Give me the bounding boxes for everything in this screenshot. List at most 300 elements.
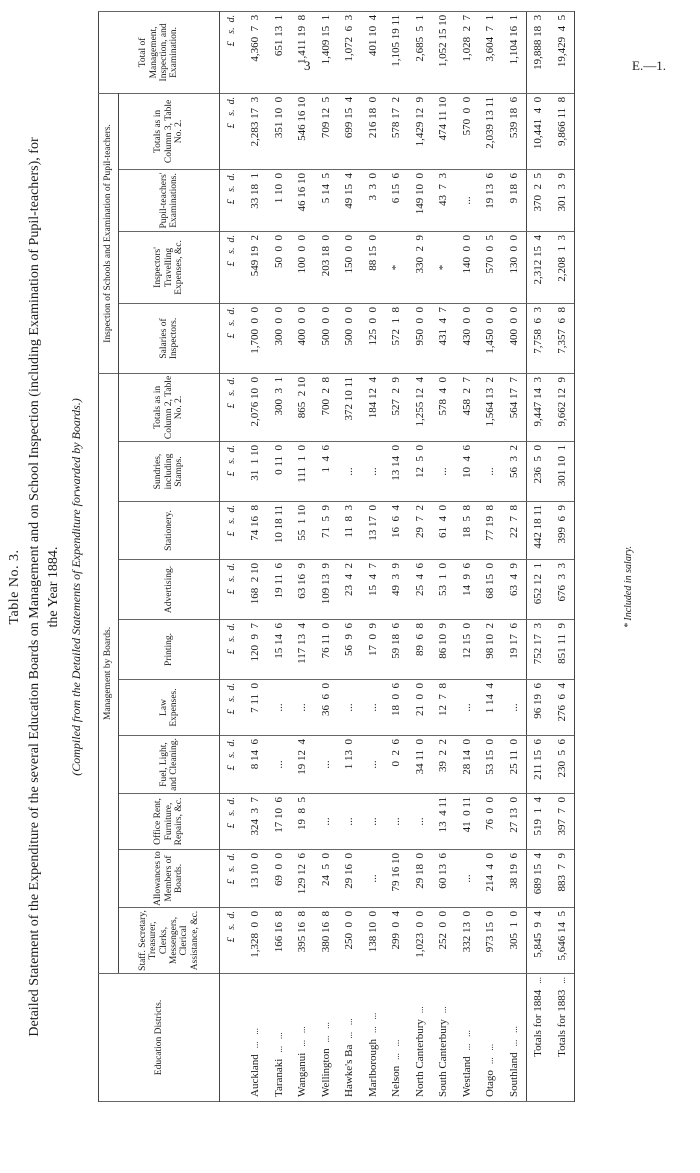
table-row	[455, 11, 479, 1101]
district-name	[244, 973, 268, 1101]
value-cell: 431 4 7	[432, 303, 456, 373]
units-cell: £ s. d.	[220, 231, 244, 303]
units-cell: £ s. d.	[220, 679, 244, 735]
value-cell: 7,357 6 8	[550, 303, 574, 373]
district-label: South Canterbury	[437, 1018, 450, 1097]
value-cell: 150 0 0	[338, 231, 362, 303]
value-cell: 865 2 10	[291, 373, 315, 441]
district-label: Marlborough	[366, 1038, 379, 1097]
value-cell: 950 0 0	[408, 303, 432, 373]
units-cell: £ s. d.	[220, 793, 244, 849]
value-cell: 527 2 9	[385, 373, 409, 441]
value-cell: 79 16 10	[385, 849, 409, 907]
value-cell: 300 3 1	[267, 373, 291, 441]
value-cell: 14 9 6	[455, 559, 479, 619]
value-cell: 570 0 5	[479, 231, 503, 303]
value-cell: 500 0 0	[338, 303, 362, 373]
value-cell: 76 0 0	[479, 793, 503, 849]
value-cell: ...	[432, 441, 456, 501]
value-cell: 689 15 4	[526, 849, 550, 907]
value-cell: 50 0 0	[267, 231, 291, 303]
header-pupil-teacher-exams: Pupil-teachers' Examinations.	[119, 169, 220, 231]
value-cell: 474 11 10	[432, 93, 456, 169]
value-cell: 564 17 7	[502, 373, 526, 441]
value-cell: 9,866 11 8	[550, 93, 574, 169]
value-cell: 1,409 15 1	[314, 11, 338, 93]
value-cell: 69 0 0	[267, 849, 291, 907]
table-row	[244, 11, 268, 1101]
value-cell: 651 13 1	[267, 11, 291, 93]
district-name	[291, 973, 315, 1101]
value-cell: 88 15 0	[361, 231, 385, 303]
value-cell: 299 0 4	[385, 907, 409, 973]
units-cell: £ s. d.	[220, 373, 244, 441]
table-label: Table No. 3.	[7, 549, 22, 625]
value-cell: 539 18 6	[502, 93, 526, 169]
value-cell: ...	[455, 679, 479, 735]
value-cell: 2,039 13 11	[479, 93, 503, 169]
value-cell: 0 11 0	[267, 441, 291, 501]
value-cell: 572 1 8	[385, 303, 409, 373]
value-cell: 19 12 4	[291, 735, 315, 793]
rotated-table-page	[5, 2, 695, 1172]
value-cell: 10 18 11	[267, 501, 291, 559]
value-cell: 330 2 9	[408, 231, 432, 303]
value-cell: ...	[361, 793, 385, 849]
value-cell: 13 4 11	[432, 793, 456, 849]
value-cell: 1 4 6	[314, 441, 338, 501]
units-row	[220, 11, 244, 1101]
leader-dots: ... ...	[485, 1043, 496, 1064]
district-label: Wellington	[319, 1047, 332, 1097]
value-cell: 1,450 0 0	[479, 303, 503, 373]
value-cell: 55 1 10	[291, 501, 315, 559]
value-cell: 1 14 4	[479, 679, 503, 735]
district-label: Nelson	[390, 1065, 403, 1097]
value-cell: 6 15 6	[385, 169, 409, 231]
table-row	[385, 11, 409, 1101]
value-cell: 300 0 0	[267, 303, 291, 373]
district-label: Taranaki	[272, 1058, 285, 1097]
value-cell: 71 5 9	[314, 501, 338, 559]
value-cell: 546 16 10	[291, 93, 315, 169]
value-cell: 120 9 7	[244, 619, 268, 679]
value-cell: 5,646 14 5	[550, 907, 574, 973]
units-cell: £ s. d.	[220, 559, 244, 619]
value-cell: ...	[338, 793, 362, 849]
value-cell: 19,429 4 5	[550, 11, 574, 93]
leader-dots: ... ...	[250, 1027, 261, 1048]
value-cell: 56 3 2	[502, 441, 526, 501]
district-name	[408, 973, 432, 1101]
value-cell: 12 15 0	[455, 619, 479, 679]
value-cell: 63 16 9	[291, 559, 315, 619]
value-cell: 29 16 0	[338, 849, 362, 907]
value-cell: 570 0 0	[455, 93, 479, 169]
district-name	[267, 973, 291, 1101]
table-row	[408, 11, 432, 1101]
value-cell: 27 13 0	[502, 793, 526, 849]
header-management-totals: Totals as in Column 2, Table No. 2.	[119, 373, 220, 441]
value-cell: 324 3 7	[244, 793, 268, 849]
value-cell: 372 10 11	[338, 373, 362, 441]
value-cell: 21 0 0	[408, 679, 432, 735]
value-cell: 400 0 0	[502, 303, 526, 373]
value-cell: 332 13 0	[455, 907, 479, 973]
value-cell: ...	[455, 169, 479, 231]
table-row	[314, 11, 338, 1101]
compiled-note: (Compiled from the Detailed Statements of Expenditure forwarded by Boards.)	[69, 397, 83, 776]
value-cell: 458 2 7	[455, 373, 479, 441]
value-cell: ...	[267, 735, 291, 793]
value-cell: 129 12 6	[291, 849, 315, 907]
value-cell: 230 5 6	[550, 735, 574, 793]
value-cell: ...	[338, 441, 362, 501]
district-name	[502, 973, 526, 1101]
page-code: E.—1.	[632, 58, 666, 73]
header-travelling: Inspectors' Travelling Expenses, &c.	[119, 231, 220, 303]
page-number: 3	[304, 58, 311, 73]
district-label: Auckland	[249, 1053, 262, 1097]
value-cell: 203 18 0	[314, 231, 338, 303]
table-title-year: the Year 1884.	[46, 546, 61, 627]
value-cell: 53 15 0	[479, 735, 503, 793]
value-cell: 370 2 5	[526, 169, 550, 231]
value-cell: ...	[361, 441, 385, 501]
expenditure-table	[98, 10, 575, 1101]
header-office-rent: Office Rent, Furniture, Repairs, &c.	[119, 793, 220, 849]
header-sundries: Sundries, including Stamps.	[119, 441, 220, 501]
value-cell: 395 16 8	[291, 907, 315, 973]
units-cell: £ s. d.	[220, 93, 244, 169]
leader-dots: ... ...	[391, 1039, 402, 1060]
value-cell: 74 16 8	[244, 501, 268, 559]
units-blank	[220, 973, 244, 1101]
value-cell: 130 0 0	[502, 231, 526, 303]
district-name	[479, 973, 503, 1101]
value-cell: 138 10 0	[361, 907, 385, 973]
value-cell: ...	[314, 735, 338, 793]
value-cell: ...	[361, 735, 385, 793]
value-cell: 77 19 8	[479, 501, 503, 559]
value-cell: 5,845 9 4	[526, 907, 550, 973]
value-cell: 1,429 12 9	[408, 93, 432, 169]
table-row	[526, 11, 550, 1101]
value-cell: ...	[408, 793, 432, 849]
value-cell: 86 10 9	[432, 619, 456, 679]
district-label: Otago	[484, 1069, 497, 1097]
value-cell: 36 6 0	[314, 679, 338, 735]
value-cell: 709 12 5	[314, 93, 338, 169]
value-cell: 53 1 0	[432, 559, 456, 619]
value-cell: *	[385, 231, 409, 303]
value-cell: 38 19 6	[502, 849, 526, 907]
district-name	[338, 973, 362, 1101]
value-cell: 41 0 11	[455, 793, 479, 849]
leader-dots: ...	[556, 976, 567, 984]
value-cell: 16 6 4	[385, 501, 409, 559]
value-cell: 276 6 4	[550, 679, 574, 735]
district-name	[314, 973, 338, 1101]
value-cell: 676 3 3	[550, 559, 574, 619]
table-row	[291, 11, 315, 1101]
value-cell: 7 11 0	[244, 679, 268, 735]
value-cell: 301 3 9	[550, 169, 574, 231]
value-cell: 25 11 0	[502, 735, 526, 793]
value-cell: 117 13 4	[291, 619, 315, 679]
value-cell: 1,023 0 0	[408, 907, 432, 973]
value-cell: ...	[455, 849, 479, 907]
value-cell: 22 7 8	[502, 501, 526, 559]
value-cell: 98 10 2	[479, 619, 503, 679]
district-label: Hawke's Ba	[343, 1044, 356, 1097]
leader-dots: ... ...	[273, 1031, 284, 1053]
value-cell: 250 0 0	[338, 907, 362, 973]
value-cell: 883 7 9	[550, 849, 574, 907]
value-cell: 2,283 17 3	[244, 93, 268, 169]
value-cell: 2,685 5 1	[408, 11, 432, 93]
value-cell: 752 17 3	[526, 619, 550, 679]
value-cell: 1,411 19 8	[291, 11, 315, 93]
value-cell: 549 19 2	[244, 231, 268, 303]
value-cell: 34 11 0	[408, 735, 432, 793]
units-cell: £ s. d.	[220, 619, 244, 679]
value-cell: 578 4 0	[432, 373, 456, 441]
value-cell: 19 11 6	[267, 559, 291, 619]
value-cell: 19 17 6	[502, 619, 526, 679]
header-management-group: Management by Boards.	[99, 373, 119, 973]
leader-dots: ...	[533, 976, 544, 984]
value-cell: 214 4 0	[479, 849, 503, 907]
value-cell: ...	[385, 793, 409, 849]
value-cell: 397 7 0	[550, 793, 574, 849]
district-name	[432, 973, 456, 1101]
value-cell: 96 19 6	[526, 679, 550, 735]
value-cell: 401 10 4	[361, 11, 385, 93]
units-cell: £ s. d.	[220, 849, 244, 907]
value-cell: 1 10 0	[267, 169, 291, 231]
units-cell: £ s. d.	[220, 907, 244, 973]
leader-dots: ... ...	[508, 1025, 519, 1046]
value-cell: 56 9 6	[338, 619, 362, 679]
value-cell: 652 12 1	[526, 559, 550, 619]
district-label: Wanganui	[296, 1052, 309, 1097]
value-cell: 111 1 0	[291, 441, 315, 501]
units-cell: £ s. d.	[220, 169, 244, 231]
value-cell: 19,888 18 3	[526, 11, 550, 93]
header-fuel-light: Fuel, Light, and Cleaning.	[119, 735, 220, 793]
value-cell: ...	[479, 441, 503, 501]
value-cell: 125 0 0	[361, 303, 385, 373]
value-cell: 380 16 8	[314, 907, 338, 973]
value-cell: 1,564 13 2	[479, 373, 503, 441]
table-row	[432, 11, 456, 1101]
value-cell: 13 14 0	[385, 441, 409, 501]
value-cell: 39 2 2	[432, 735, 456, 793]
value-cell: 9 18 6	[502, 169, 526, 231]
value-cell: 19 8 5	[291, 793, 315, 849]
value-cell: 442 18 11	[526, 501, 550, 559]
value-cell: 10,441 4 0	[526, 93, 550, 169]
header-grand-total: Total of Management, Inspection, and Examination.	[99, 11, 220, 93]
value-cell: 24 5 0	[314, 849, 338, 907]
value-cell: 109 13 9	[314, 559, 338, 619]
value-cell: 63 4 9	[502, 559, 526, 619]
leader-dots: ...	[438, 1005, 449, 1013]
value-cell: 9,447 14 3	[526, 373, 550, 441]
value-cell: 851 11 9	[550, 619, 574, 679]
units-cell: £ s. d.	[220, 735, 244, 793]
value-cell: 1,028 2 7	[455, 11, 479, 93]
value-cell: ...	[267, 679, 291, 735]
value-cell: 13 10 0	[244, 849, 268, 907]
header-advertising: Advertising.	[119, 559, 220, 619]
leader-dots: ... ...	[461, 1029, 472, 1050]
value-cell: 1 13 0	[338, 735, 362, 793]
value-cell: *	[432, 231, 456, 303]
header-allowances: Allowances to Members of Boards.	[119, 849, 220, 907]
value-cell: 25 4 6	[408, 559, 432, 619]
value-cell: 184 12 4	[361, 373, 385, 441]
footnote: * Included in salary.	[623, 545, 634, 628]
district-name	[455, 973, 479, 1101]
value-cell: ...	[502, 679, 526, 735]
value-cell: 33 18 1	[244, 169, 268, 231]
value-cell: 15 14 6	[267, 619, 291, 679]
value-cell: 578 17 2	[385, 93, 409, 169]
leader-dots: ... ...	[344, 1017, 355, 1039]
value-cell: 11 8 3	[338, 501, 362, 559]
value-cell: 700 2 8	[314, 373, 338, 441]
value-cell: 236 5 0	[526, 441, 550, 501]
value-cell: 1,105 19 11	[385, 11, 409, 93]
value-cell: 149 10 0	[408, 169, 432, 231]
units-cell: £ s. d.	[220, 501, 244, 559]
value-cell: 13 17 0	[361, 501, 385, 559]
value-cell: 519 1 4	[526, 793, 550, 849]
value-cell: 19 13 6	[479, 169, 503, 231]
header-inspector-salaries: Salaries of Inspectors.	[119, 303, 220, 373]
value-cell: 2,076 10 0	[244, 373, 268, 441]
value-cell: 1,072 6 3	[338, 11, 362, 93]
value-cell: 2,208 1 3	[550, 231, 574, 303]
district-label: Westland	[460, 1055, 473, 1097]
value-cell: ...	[314, 793, 338, 849]
table-title: Detailed Statement of the Expenditure of the several Education Boards on Management and on School Inspection (including Examination of Pupil-teachers), for	[27, 136, 42, 1037]
header-districts: Education Districts.	[99, 973, 220, 1101]
value-cell: 140 0 0	[455, 231, 479, 303]
value-cell: 500 0 0	[314, 303, 338, 373]
value-cell: 68 15 0	[479, 559, 503, 619]
value-cell: 29 18 0	[408, 849, 432, 907]
district-name	[550, 973, 574, 1101]
leader-dots: ... ...	[297, 1025, 308, 1047]
value-cell: ...	[291, 679, 315, 735]
header-stationery: Stationery.	[119, 501, 220, 559]
value-cell: 252 0 0	[432, 907, 456, 973]
district-label: Totals for 1883	[555, 989, 568, 1057]
leader-dots: ... ...	[320, 1021, 331, 1042]
value-cell: 430 0 0	[455, 303, 479, 373]
value-cell: 60 13 6	[432, 849, 456, 907]
value-cell: ...	[361, 679, 385, 735]
value-cell: 89 6 8	[408, 619, 432, 679]
header-inspection-totals: Totals as in Column 3, Table No. 2.	[119, 93, 220, 169]
table-row	[502, 11, 526, 1101]
value-cell: 305 1 0	[502, 907, 526, 973]
district-label: Southland	[507, 1051, 520, 1097]
district-label: North Canterbury	[413, 1018, 426, 1097]
value-cell: 3,604 7 1	[479, 11, 503, 93]
table-row	[361, 11, 385, 1101]
value-cell: 0 2 6	[385, 735, 409, 793]
units-cell: £ s. d.	[220, 11, 244, 93]
table-row	[338, 11, 362, 1101]
value-cell: 1,052 15 10	[432, 11, 456, 93]
value-cell: 31 1 10	[244, 441, 268, 501]
value-cell: ...	[338, 679, 362, 735]
value-cell: 18 0 6	[385, 679, 409, 735]
header-printing: Printing.	[119, 619, 220, 679]
value-cell: 18 5 8	[455, 501, 479, 559]
value-cell: 23 4 2	[338, 559, 362, 619]
value-cell: 9,662 12 9	[550, 373, 574, 441]
header-staff: Staff. Secretary, Treasurer, Clerks, Messengers, Clerical Assistance, &c.	[119, 907, 220, 973]
value-cell: 216 18 0	[361, 93, 385, 169]
value-cell: 211 15 6	[526, 735, 550, 793]
header-inspection-group: Inspection of Schools and Examination of Pupil-teachers.	[99, 93, 119, 373]
value-cell: 4,360 7 3	[244, 11, 268, 93]
units-cell: £ s. d.	[220, 303, 244, 373]
value-cell: 1,255 12 4	[408, 373, 432, 441]
table-row	[479, 11, 503, 1101]
district-name	[385, 973, 409, 1101]
district-name	[526, 973, 550, 1101]
value-cell: 100 0 0	[291, 231, 315, 303]
value-cell: 973 15 0	[479, 907, 503, 973]
leader-dots: ...	[414, 1005, 425, 1013]
value-cell: 1,104 16 1	[502, 11, 526, 93]
units-cell: £ s. d.	[220, 441, 244, 501]
value-cell: 10 4 6	[455, 441, 479, 501]
value-cell: 400 0 0	[291, 303, 315, 373]
value-cell: 8 14 6	[244, 735, 268, 793]
value-cell: 43 7 3	[432, 169, 456, 231]
value-cell: 1,328 0 0	[244, 907, 268, 973]
value-cell: 29 7 2	[408, 501, 432, 559]
value-cell: 17 0 9	[361, 619, 385, 679]
value-cell: 301 10 1	[550, 441, 574, 501]
value-cell: 351 10 0	[267, 93, 291, 169]
value-cell: 61 4 0	[432, 501, 456, 559]
value-cell: 168 2 10	[244, 559, 268, 619]
value-cell: 49 3 9	[385, 559, 409, 619]
value-cell: 166 16 8	[267, 907, 291, 973]
value-cell: 17 10 6	[267, 793, 291, 849]
value-cell: 1,700 0 0	[244, 303, 268, 373]
value-cell: 15 4 7	[361, 559, 385, 619]
header-law-expenses: Law Expenses.	[119, 679, 220, 735]
table-row	[267, 11, 291, 1101]
value-cell: 3 3 0	[361, 169, 385, 231]
value-cell: 59 18 6	[385, 619, 409, 679]
value-cell: 7,758 6 3	[526, 303, 550, 373]
table-row	[550, 11, 574, 1101]
value-cell: ...	[361, 849, 385, 907]
district-name	[361, 973, 385, 1101]
value-cell: 76 11 0	[314, 619, 338, 679]
value-cell: 399 6 9	[550, 501, 574, 559]
